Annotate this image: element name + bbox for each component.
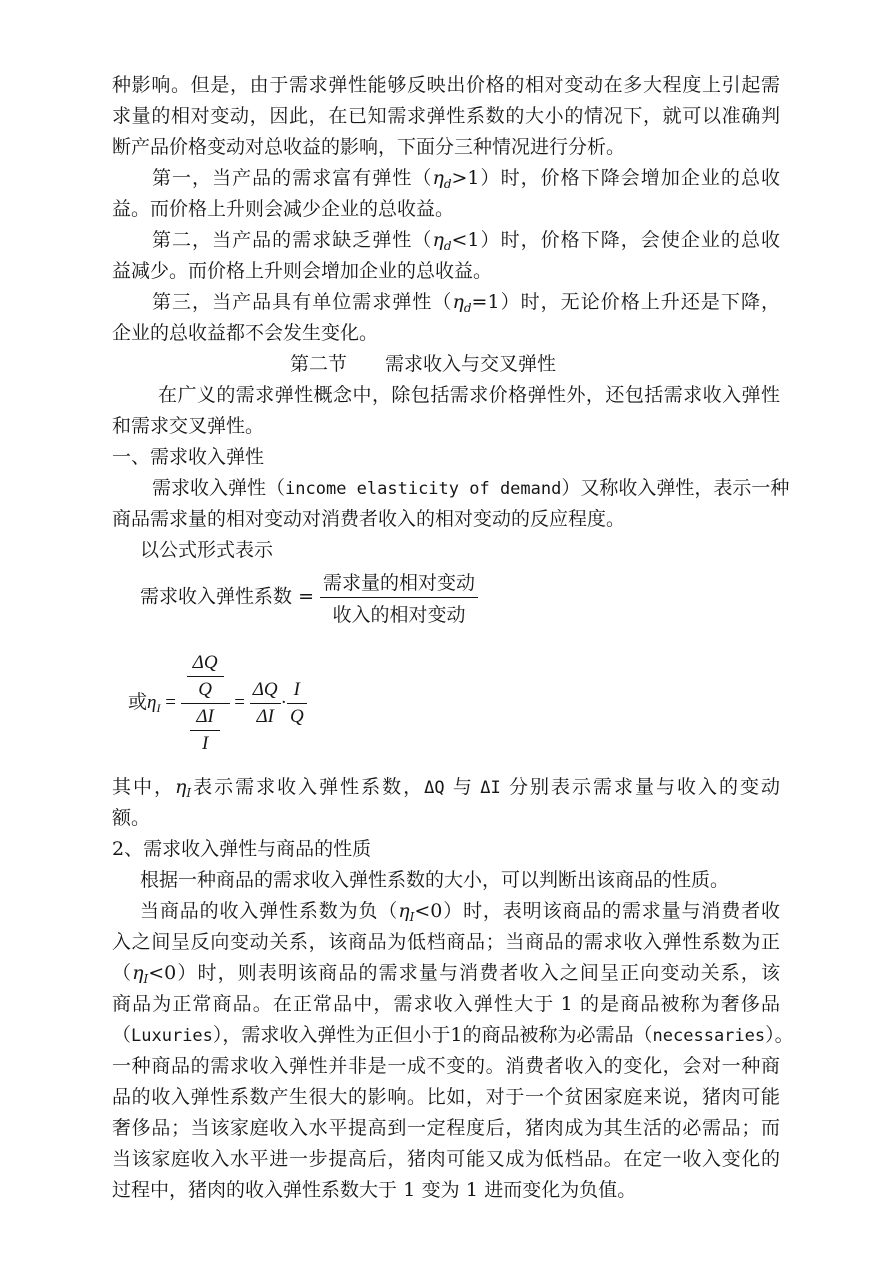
formula-lhs: 需求收入弹性系数 [140, 585, 293, 608]
heading-income-elasticity: 一、需求收入弹性 [112, 446, 265, 468]
text-line: 商品需求量的相对变动对消费者收入的相对变动的反应程度。 [112, 508, 626, 530]
equals-sign: = [234, 691, 246, 713]
definition-line: 需求收入弹性（income elasticity of demand）又称收入弹性，表示一种 [152, 477, 790, 499]
denominator: 收入的相对变动 [332, 604, 466, 626]
eta-symbol: η [147, 691, 157, 713]
case-2-line: 第二，当产品的需求缺乏弹性$(\eta_d<1)$时，价格下降，会使企业的总收 [152, 229, 780, 253]
text-line: 益。而价格上升则会减少企业的总收益。 [112, 198, 455, 220]
i: I [201, 733, 209, 754]
numerator: 需求量的相对变动 [320, 568, 478, 598]
i: I [287, 679, 307, 704]
text-line: 益减少。而价格上升则会增加企业的总收益。 [112, 260, 493, 282]
text-line: 求量的相对变动，因此，在已知需求弹性系数的大小的情况下，就可以准确判 [112, 105, 780, 127]
delta-q: ΔQ [250, 679, 281, 704]
text-line: 在广义的需求弹性概念中，除包括需求价格弹性外，还包括需求收入弹性 [158, 384, 780, 406]
compound-fraction [181, 652, 230, 755]
delta-q: ΔQ [187, 652, 224, 677]
fraction-dq-di [250, 679, 281, 728]
text-line: 入之间呈反向变动关系，该商品为低档商品；当商品的需求收入弹性系数为正 [112, 931, 780, 953]
text-line: 根据一种商品的需求收入弹性系数的大小，可以判断出该商品的性质。 [140, 869, 730, 891]
q: Q [198, 679, 212, 700]
text-line: 品的收入弹性系数产生很大的影响。比如，对于一个贫困家庭来说，猪肉可能 [112, 1086, 780, 1108]
upper-part [181, 652, 230, 704]
text-line: 额。 [112, 807, 151, 829]
formula-eta-income [128, 652, 307, 755]
q: Q [289, 706, 304, 727]
equals-sign: = [298, 585, 314, 608]
paragraph-line: 过程中，猪肉的收入弹性系数大于 1 变为 1 进而变化为负值。 [112, 1179, 637, 1201]
case-3-line: 第三，当产品具有单位需求弹性$(\eta_d=1)$时，无论价格上升还是下降， [152, 291, 780, 315]
explain-line: 其中，$\eta_I$表示需求收入弹性系数，ΔQ 与 ΔI 分别表示需求量与收入的变动 [112, 776, 780, 800]
case-1-line: 第一，当产品的需求富有弹性$(\eta_d>1)$时，价格下降会增加企业的总收 [152, 167, 780, 191]
formula-fraction [320, 568, 478, 627]
text-line: 和需求交叉弹性。 [112, 415, 265, 437]
delta-i: ΔI [190, 706, 219, 731]
paragraph-line: 当商品的收入弹性系数为负$(\eta_I<0)$时，表明该商品的需求量与消费者收 [140, 900, 780, 924]
text-line: 当该家庭收入水平进一步提高后，猪肉可能又成为低档品。在定一收入变化的 [112, 1148, 780, 1170]
text-line: 种影响。但是，由于需求弹性能够反映出价格的相对变动在多大程度上引起需 [112, 74, 780, 96]
text-line: 以公式形式表示 [140, 539, 274, 561]
formula-income-elasticity [140, 568, 478, 627]
dot-operator: · [280, 691, 287, 713]
formula-prefix: 或 [128, 691, 148, 713]
fraction-i-q [287, 679, 307, 728]
paragraph-line: （Luxuries），需求收入弹性为正但小于1的商品被称为必需品（necessaries）。 [112, 1024, 794, 1046]
equals-sign: = [165, 691, 176, 713]
paragraph-line: $(\eta_I<0)$时，则表明该商品的需求量与消费者收入之间呈正向变动关系，该 [112, 962, 780, 986]
lower-part [181, 704, 230, 755]
text-line: 奢侈品；当该家庭收入水平提高到一定程度后，猪肉成为其生活的必需品；而 [112, 1117, 780, 1139]
delta-i: ΔI [256, 706, 274, 727]
text-line: 企业的总收益都不会发生变化。 [112, 322, 379, 344]
text-line: 一种商品的需求收入弹性并非是一成不变的。消费者收入的变化，会对一种商 [112, 1055, 780, 1077]
eta-subscript: I [156, 700, 161, 715]
paragraph-line: 商品为正常商品。在正常品中，需求收入弹性大于 1 的是商品被称为奢侈品 [112, 993, 780, 1015]
heading-income-elasticity-goods: 2、需求收入弹性与商品的性质 [112, 838, 372, 860]
section-title: 第二节 需求收入与交叉弹性 [290, 353, 557, 375]
text-line: 断产品价格变动对总收益的影响，下面分三种情况进行分析。 [112, 136, 626, 158]
